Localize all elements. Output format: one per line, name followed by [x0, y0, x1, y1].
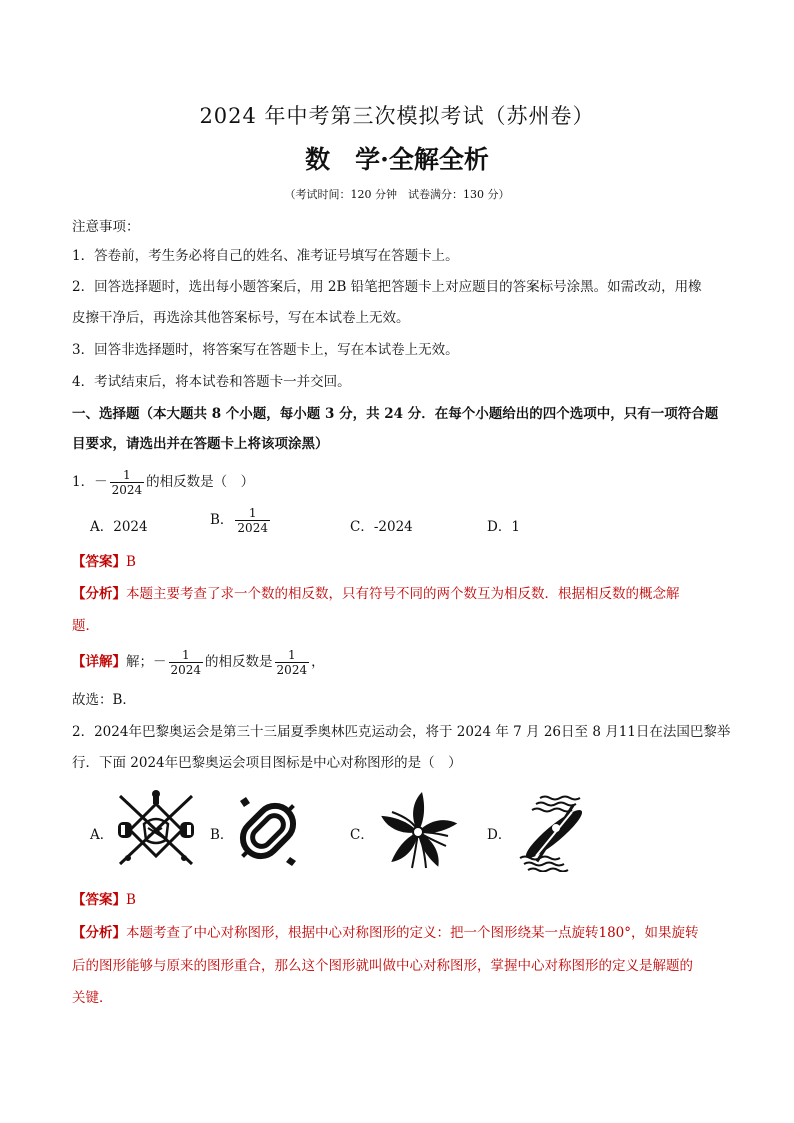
q1-analysis-cont: 题．: [72, 618, 99, 634]
q1-option-b: [210, 506, 272, 535]
note-item: 1．答卷前，考生务必将自己的姓名、准考证号填写在答题卡上。: [72, 248, 459, 264]
canoe-icon: [510, 792, 602, 872]
q2-analysis-cont: 关键．: [72, 990, 113, 1006]
note-item: 4．考试结束后，将本试卷和答题卡一并交回。: [72, 374, 351, 390]
detail-den-2: 2024: [276, 663, 308, 677]
answer-tag: 【答案】: [72, 554, 126, 570]
page-subtitle: 数 学·全解全析: [305, 145, 489, 174]
analysis-tag: 【分析】: [72, 586, 126, 602]
q1-frac-num: 1: [123, 468, 131, 482]
q1-fraction: [110, 468, 145, 497]
detail-fraction-1: [169, 648, 204, 677]
answer-value: B: [126, 554, 136, 570]
section-heading: 一、选择题（本大题共 8 个小题，每小题 3 分，共 24 分．在每个小题给出的四个选项中，只有一项符合题: [72, 406, 719, 422]
analysis-text: 本题主要考查了求一个数的相反数，只有符号不同的两个数互为相反数．根据相反数的概念解: [126, 586, 680, 602]
analysis-tag: 【分析】: [72, 925, 126, 941]
q1-frac-den: 2024: [111, 483, 143, 497]
q1-option-a: A．2024: [90, 519, 148, 535]
q1-detail: [72, 648, 325, 677]
section-heading-cont: 目要求，请选出并在答题卡上将该项涂黑）: [72, 436, 329, 452]
q1-conclusion: 故选：B．: [72, 692, 136, 708]
question-1: [72, 468, 254, 497]
q1-option-b-num: 1: [248, 506, 257, 520]
athletics-track-icon: [232, 795, 304, 867]
question-2: 2．2024年巴黎奥运会是第三十三届夏季奥林匹克运动会，将于 2024 年 7 月 26日至 8 月11日在法国巴黎举: [72, 724, 731, 740]
q2-option-a-label: A．: [90, 827, 114, 843]
exam-info: （考试时间：120 分钟 试卷满分：130 分）: [284, 188, 510, 201]
question-2-cont: 行．下面 2024年巴黎奥运会项目图标是中心对称图形的是（ ）: [72, 755, 462, 771]
q1-suffix: 的相反数是（ ）: [146, 474, 255, 490]
q2-option-c-label: C．: [350, 827, 374, 843]
note-item: 皮擦干净后，再选涂其他答案标号，写在本试卷上无效。: [72, 310, 410, 326]
q1-option-c: C．-2024: [350, 519, 413, 535]
fencing-icon: [112, 790, 200, 868]
pinwheel-icon: [372, 788, 464, 876]
q2-analysis: [72, 923, 699, 943]
detail-den-1: 2024: [170, 663, 202, 677]
q1-answer: [72, 552, 136, 572]
analysis-text: 本题考查了中心对称图形，根据中心对称图形的定义：把一个图形绕某一点旋转180°，如果旋转: [126, 925, 699, 941]
detail-mid: 的相反数是: [205, 654, 273, 670]
note-item: 3．回答非选择题时，将答案写在答题卡上，写在本试卷上无效。: [72, 342, 459, 358]
detail-fraction-2: [275, 648, 310, 677]
answer-value: B: [126, 892, 136, 908]
detail-pre: 解；－: [126, 654, 167, 670]
detail-num-2: 1: [288, 648, 296, 662]
q1-option-b-fraction: [235, 506, 270, 535]
q1-option-d: D．1: [487, 519, 520, 535]
detail-end: ，: [311, 654, 325, 670]
q2-option-d-label: D．: [487, 827, 512, 843]
page-title: 2024 年中考第三次模拟考试（苏州卷）: [199, 104, 595, 128]
q2-answer: [72, 890, 136, 910]
q2-analysis-cont: 后的图形能够与原来的图形重合，那么这个图形就叫做中心对称图形，掌握中心对称图形的定义是解题的: [72, 958, 693, 974]
detail-tag: 【详解】: [72, 654, 126, 670]
answer-tag: 【答案】: [72, 892, 126, 908]
q1-option-b-label: B．: [210, 512, 234, 528]
detail-num-1: 1: [181, 648, 190, 662]
note-item: 2．回答选择题时，选出每小题答案后，用 2B 铅笔把答题卡上对应题目的答案标号涂黑。如需改动，用橡: [72, 279, 702, 295]
notes-heading: 注意事项：: [72, 219, 140, 235]
q1-option-b-den: 2024: [237, 521, 268, 535]
q1-analysis: [72, 584, 680, 604]
q2-option-b-label: B．: [210, 827, 234, 843]
q1-prefix: 1．－: [72, 474, 108, 490]
